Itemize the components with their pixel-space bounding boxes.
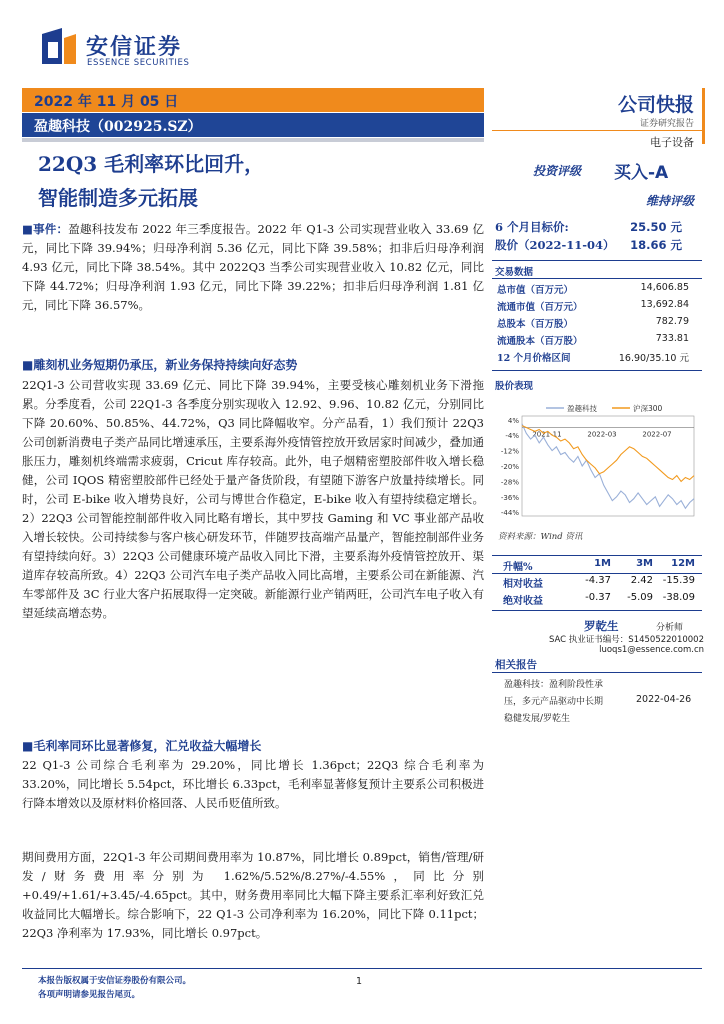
- perf-cell: -15.39: [662, 575, 695, 586]
- y-tick-label: 4%: [507, 416, 519, 425]
- page-title: 22Q3 毛利率环比回升，: [38, 152, 265, 176]
- report-date: 2022 年 11 月 05 日: [34, 94, 179, 110]
- trading-value: 782.79: [655, 316, 689, 327]
- y-tick-label: -12%: [500, 447, 519, 456]
- chart-source: 资料来源：Wind 资讯: [498, 532, 583, 542]
- price-performance-head: 股价表现: [495, 381, 534, 392]
- rating-action: 维持评级: [645, 194, 694, 208]
- page-number: 1: [356, 976, 363, 987]
- event-text: 盈趣科技发布 2022 年三季度报告。2022 年 Q1-3 公司实现营业收入 33.69 亿元，同比下降 39.94%；归母净利润 5.36 亿元，同比下降 39.58%；扣非后归母净利润 4.93 亿元，同比下降 38.54%。其中 2022Q3 当季公司实现营业收入 10.82 亿元，同比下降 44.72%；归母净利润 1.93 亿元，同比下降 39.22%；扣非后归母净利润 1.81 亿元，同比下降 36.57%。: [22, 222, 484, 312]
- footer-rule: [22, 968, 702, 969]
- y-tick-label: -44%: [500, 509, 519, 518]
- industry: 电子设备: [650, 136, 694, 149]
- trading-key: 12 个月价格区间: [497, 353, 571, 364]
- perf-row: [495, 592, 698, 609]
- perf-cell: -38.09: [662, 592, 695, 603]
- related-line: 盈趣科技：盈利阶段性承: [504, 680, 604, 690]
- analyst-email: luoqs1@essence.com.cn: [599, 645, 704, 655]
- event-paragraph: [22, 220, 484, 315]
- trading-row: [497, 299, 689, 316]
- header-rule: [492, 130, 702, 131]
- perf-header: 3M: [636, 558, 653, 569]
- analyst-sac: SAC 执业证书编号：S1450522010002: [548, 635, 704, 645]
- perf-header-row: [495, 558, 698, 574]
- analyst-name: 罗乾生: [584, 619, 619, 633]
- trading-key: 总股本（百万股）: [497, 319, 574, 330]
- legend-label: 盈趣科技: [567, 404, 597, 413]
- company-name: 盈趣科技（002925.SZ）: [34, 119, 202, 135]
- trading-head: 交易数据: [495, 267, 534, 278]
- trading-key: 总市值（百万元）: [497, 285, 574, 296]
- x-tick-label: 2022-03: [587, 430, 617, 439]
- y-tick-label: -4%: [505, 432, 519, 441]
- body-paragraph: 22 Q1-3 公司综合毛利率为 29.20%，同比增长 1.36pct；22Q3 综合毛利率为 33.20%，同比增长 5.54pct，环比增长 6.33pct，毛利率显著修复预计主要系公司积极进行降本增效以及原材料价格回落、人民币贬值所致。: [22, 758, 484, 810]
- target-price-label: 6 个月目标价:: [495, 220, 569, 234]
- x-tick-label: 2021-11: [532, 430, 562, 439]
- target-price-value: 25.50 元: [630, 220, 682, 234]
- perf-cell: 2.42: [630, 575, 653, 586]
- legend-label: 沪深300: [633, 404, 663, 413]
- perf-rule: [492, 573, 702, 574]
- related-date: 2022-04-26: [636, 694, 692, 705]
- perf-row-label: 绝对收益: [503, 596, 543, 607]
- trading-key: 流通市值（百万元）: [497, 302, 583, 313]
- price-value: 18.66 元: [630, 238, 682, 252]
- trading-rule: [492, 278, 702, 279]
- trading-rule-top: [492, 260, 702, 261]
- section-heading: ■雕刻机业务短期仍承压，新业务保持持续向好态势: [22, 358, 298, 372]
- perf-cell: -4.37: [585, 575, 611, 586]
- footer-disclaimer: 各项声明请参见报告尾页。: [38, 990, 141, 1000]
- y-tick-label: -36%: [500, 493, 519, 502]
- perf-header: 升幅%: [503, 562, 533, 573]
- footer-copyright: 本报告版权属于安信证券股份有限公司。: [38, 976, 192, 986]
- perf-cell: -5.09: [627, 592, 653, 603]
- section-heading: ■毛利率同环比显著修复，汇兑收益大幅增长: [22, 739, 262, 753]
- event-label: ■事件：: [22, 222, 69, 236]
- report-subtype: 证券研究报告: [639, 119, 694, 129]
- trading-rule-bottom: [492, 370, 702, 371]
- trading-value: 13,692.84: [640, 299, 689, 310]
- perf-rule-top: [492, 555, 702, 556]
- related-rule: [492, 672, 702, 673]
- brand-name: 安信证券: [86, 35, 183, 60]
- brand-name-en: ESSENCE SECURITIES: [87, 58, 190, 68]
- analyst-title: 分析师: [656, 623, 684, 633]
- related-head: 相关报告: [495, 659, 537, 671]
- rating-label: 投资评级: [533, 164, 582, 178]
- logo-mark: [42, 28, 76, 64]
- trading-value: 16.90/35.10 元: [618, 353, 689, 364]
- perf-row-label: 相对收益: [503, 579, 543, 590]
- trading-row: [497, 350, 689, 367]
- trading-value: 14,606.85: [640, 282, 689, 293]
- trading-row: [497, 316, 689, 333]
- y-tick-label: -20%: [500, 463, 519, 471]
- x-tick-label: 2022-07: [642, 430, 672, 439]
- trading-row: [497, 333, 689, 350]
- trading-key: 流通股本（百万股）: [497, 336, 583, 347]
- trading-value: 733.81: [655, 333, 689, 344]
- price-chart: [494, 398, 704, 526]
- header-accent: [702, 88, 705, 144]
- body-paragraph: 22Q1-3 公司营收实现 33.69 亿元、同比下降 39.94%，主要受核心雕刻机业务下滑拖累。分季度看，公司 22Q1-3 各季度分别实现收入 12.92、9.96、10.82 亿元，分别同比下降 20.60%、50.85%、44.72%，Q3 同比降幅收窄。分产品看，1）我们预计 22Q3 公司创新消费电子类产品同比增速承压，主要系海外疫情管控放开致居家时间减少，叠加通胀压力，雕刻机终端需求疲弱，Cricut 库存较高。此外，电子烟精密塑胶部件收入增长稳健，公司 IQOS 精密塑胶部件已经处于量产备货阶段，有望随下游客户放量持续增长。同时，公司 E-bike 收入增势良好，公司与博世合作稳定，E-bike 收入有望持续稳定增长。2）22Q3 公司智能控制部件收入同比略有增长，其中罗技 Gaming 和 VC 事业部产品收入增长较快。公司持续参与客户核心研发环节，伴随罗技高端产品量产，智能控制部件业务有望持续向好。3）22Q3 公司健康环境产品收入同比下滑，主要系海外疫情管控放开、渠道库存较高所致。4）22Q3 公司汽车电子类产品收入同比高增，主要系公司在新能源、汽车零部件及 3C 行业大客户拓展取得一定突破。新能源行业产销两旺，公司汽车电子收入有望延续高增态势。: [22, 378, 484, 620]
- related-line: 稳健发展/罗乾生: [504, 714, 571, 724]
- related-line: 压，多元产品驱动中长期: [504, 697, 604, 707]
- page-title-line2: 智能制造多元拓展: [38, 186, 198, 210]
- trading-row: [497, 282, 689, 299]
- y-tick-label: -28%: [500, 478, 519, 487]
- perf-header: 12M: [671, 558, 695, 569]
- perf-header: 1M: [594, 558, 611, 569]
- header-divider: [22, 138, 484, 142]
- price-label: 股价（2022-11-04）: [495, 238, 615, 252]
- perf-rule-bottom: [492, 610, 702, 611]
- rating-value: 买入-A: [614, 163, 669, 183]
- report-type: 公司快报: [617, 94, 694, 116]
- body-paragraph: 期间费用方面，22Q1-3 年公司期间费用率为 10.87%，同比增长 0.89pct，销售/管理/研发/财务费用率分别为 1.62%/5.52%/8.27%/-4.55%，同比分别+0.49/+1.61/+3.45/-4.65pct。其中，财务费用率同比大幅下降主要系汇率利好致汇兑收益同比大幅增长。综合影响下，22 Q1-3 公司净利率为 16.20%，同比下降 0.11pct；22Q3 净利率为 17.93%，同比增长 0.97pct。: [22, 850, 484, 940]
- perf-cell: -0.37: [585, 592, 611, 603]
- perf-row: [495, 575, 698, 592]
